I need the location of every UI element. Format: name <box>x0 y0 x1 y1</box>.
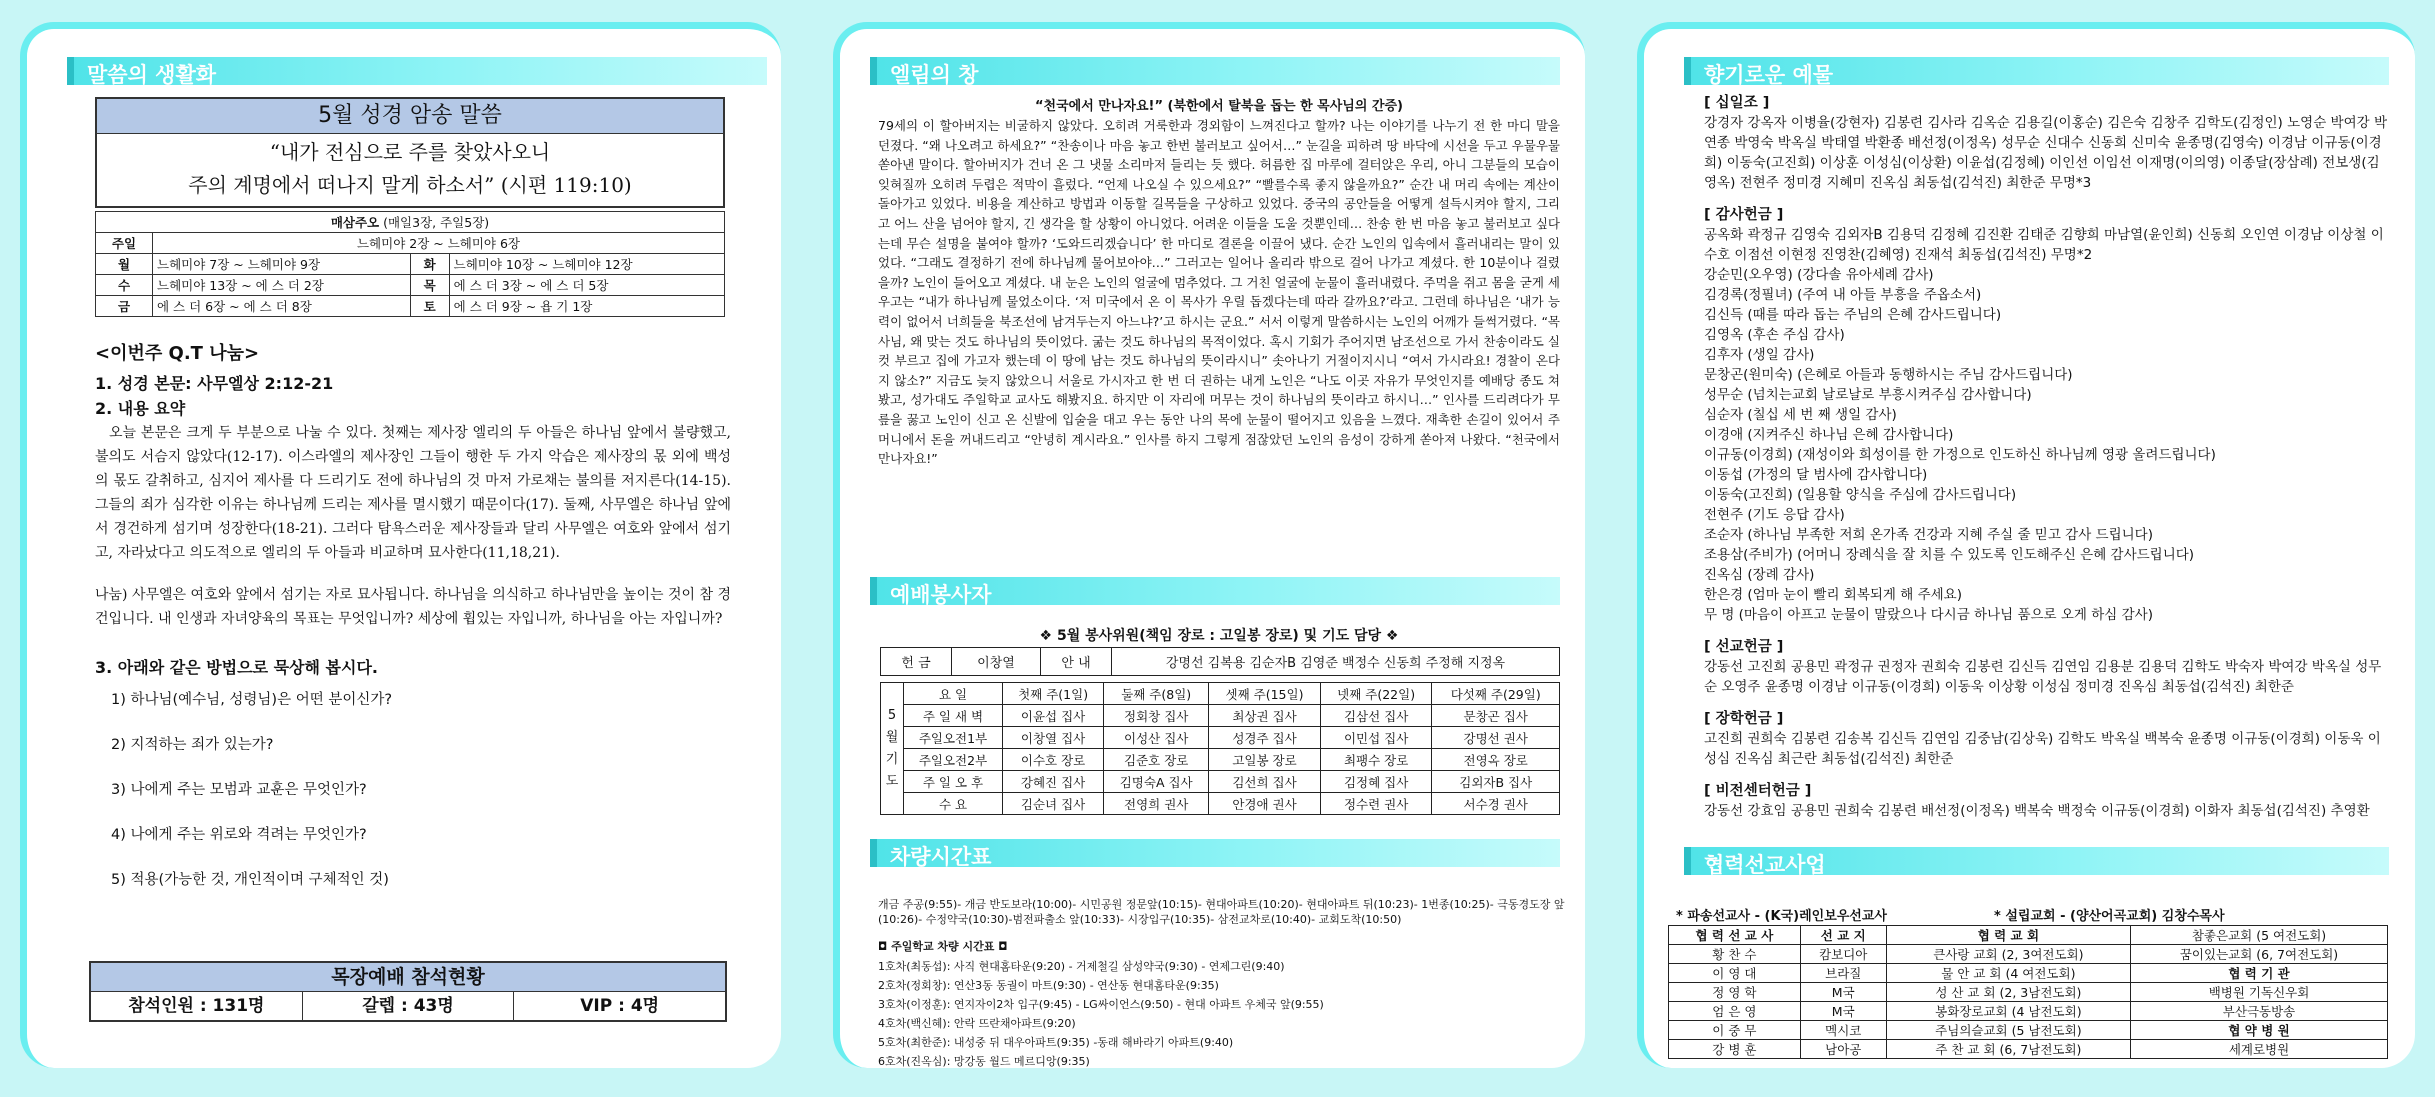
coop-cell: 캄보디아 <box>1800 945 1886 964</box>
schedule-cell: 강혜진 집사 <box>1003 771 1104 793</box>
story-title: “천국에서 만나자요!” (북한에서 탈북을 돕는 한 목사님의 간증) <box>1035 99 1403 114</box>
panel-life <box>20 22 781 1068</box>
bus-line: 1호차(최동섭): 사직 현대홈타운(9:20) - 거제철길 삼성약국(9:30) - 연제그린(9:40) <box>878 960 1285 973</box>
daily-day: 화 <box>410 254 449 275</box>
coop-cell: 물 안 교 회 (4 여전도회) <box>1886 964 2130 983</box>
bus-line: 5호차(최한준): 내성중 뒤 대우아파트(9:35) -동래 해바라기 아파트(9:40) <box>878 1036 1234 1049</box>
coop-cell: 부산극동방송 <box>2131 1002 2388 1021</box>
scholarship-title: [ 장학헌금 ] <box>1704 711 1784 727</box>
cooperation-table <box>1668 925 2388 1059</box>
daily-day: 목 <box>410 275 449 296</box>
thanks-line: 전현주 (기도 응답 감사) <box>1704 507 1845 523</box>
daily-reading-table <box>95 211 725 317</box>
section-header <box>870 577 1560 605</box>
daily-range: 에 스 더 3장 ~ 에 스 더 5장 <box>449 275 724 296</box>
coop-cell: 멕시코 <box>1800 1021 1886 1040</box>
schedule-header: 셋째 주(15일) <box>1209 683 1321 705</box>
qt-question: 3) 나에게 주는 모범과 교훈은 무엇인가? <box>111 782 367 798</box>
bus-line: 6호차(진옥심): 망강동 월드 메르디앙(9:35) <box>878 1055 1090 1068</box>
thanks-line: 공옥화 곽정규 김영숙 김외자B 김용덕 김정혜 김진환 김태준 김향희 마남열(윤인희) 신동희 오인연 이경남 이상철 이수호 이점선 이현정 진영찬(김혜영) 진재석 최동섭(김석진) 무명*2 <box>1704 227 2384 263</box>
mission-offering-names: 강동선 고진희 공용민 곽정규 권정자 권희숙 김봉련 김신득 김연임 김용분 김용덕 김학도 박숙자 박여강 박옥실 성무순 오영주 윤종명 이경남 이규동(이경희) 이동욱 이상황 이성심 정미경 진옥심 최동섭(김석진) 최한준 <box>1704 659 2382 695</box>
coop-cell: 주 찬 교 회 (6, 7남전도회) <box>1886 1040 2130 1059</box>
memory-line-2: 주의 계명에서 떠나지 말게 하소서” (시편 119:10) <box>188 173 632 197</box>
coop-cell: 큰사랑 교회 (2, 3여전도회) <box>1886 945 2130 964</box>
coop-cell: 주님의슬교회 (5 남전도회) <box>1886 1021 2130 1040</box>
attendance-vip: VIP : 4명 <box>580 996 660 1016</box>
schedule-cell: 이윤섭 집사 <box>1003 705 1104 727</box>
coop-cell: 이 중 무 <box>1669 1021 1801 1040</box>
bus-line: 3호차(이정훈): 연지자이2차 입구(9:45) - LG싸이언스(9:50) - 현대 아파트 우체국 앞(9:55) <box>878 998 1324 1011</box>
coop-header: 협 력 교 회 <box>1886 926 2130 945</box>
daily-day: 수 <box>96 275 153 296</box>
thanks-line: 진옥심 (장례 감사) <box>1704 567 1815 583</box>
daily-range: 느헤미야 13장 ~ 에 스 더 2장 <box>153 275 411 296</box>
schedule-cell: 강명선 권사 <box>1432 727 1560 749</box>
qt-question: 5) 적용(가능한 것, 개인적이며 구체적인 것) <box>111 872 389 888</box>
schedule-cell: 전영희 권사 <box>1104 793 1209 815</box>
qt-section <box>95 339 731 889</box>
schedule-cell: 김명숙A 집사 <box>1104 771 1209 793</box>
thanks-line: 무 명 (마음이 아프고 눈물이 말랐으나 다시금 하나님 품으로 오게 하심 감사) <box>1704 607 2153 623</box>
coop-cell: 참좋은교회 (5 여전도회) <box>2131 926 2388 945</box>
schedule-cell: 안경애 권사 <box>1209 793 1321 815</box>
story-box <box>878 95 1560 469</box>
coop-cell: 강 병 훈 <box>1669 1040 1801 1059</box>
usher-value: 강명선 김복용 김순자B 김영준 백정수 신동희 주정해 지정옥 <box>1112 648 1560 676</box>
daily-title: 매삼주오 <box>330 215 380 230</box>
schedule-cell: 주 일 새 벽 <box>904 705 1003 727</box>
attendance-caleb: 갈렙 : 43명 <box>303 992 515 1020</box>
offering-label: 헌 금 <box>881 648 952 676</box>
qt-question: 1) 하나님(예수님, 성령님)은 어떤 분이신가? <box>111 692 393 708</box>
schedule-cell: 문창곤 집사 <box>1432 705 1560 727</box>
schedule-header: 넷째 주(22일) <box>1320 683 1432 705</box>
panel-elim <box>833 22 1585 1068</box>
daily-day: 주일 <box>96 233 153 254</box>
section-title: 말씀의 생활화 <box>87 63 217 87</box>
schedule-header: 요 일 <box>904 683 1003 705</box>
thanks-title: [ 감사헌금 ] <box>1704 207 1784 223</box>
coop-cell: 봉화장로교회 (4 남전도회) <box>1886 1002 2130 1021</box>
schedule-cell: 주일오전2부 <box>904 749 1003 771</box>
section-header <box>870 57 1560 85</box>
schedule-cell: 서수경 권사 <box>1432 793 1560 815</box>
schedule-cell: 최상권 집사 <box>1209 705 1321 727</box>
thanks-line: 한은경 (엄마 눈이 빨리 회복되게 해 주세요) <box>1704 587 1962 603</box>
memory-verse-box <box>95 97 725 208</box>
qt-summary-heading: 2. 내용 요약 <box>95 399 186 418</box>
bus-line: 2호차(정회창): 연산3동 동궐이 마트(9:30) - 연산동 현대홈타운(9:35) <box>878 979 1219 992</box>
coop-cell: 성 산 교 회 (2, 3남전도회) <box>1886 983 2130 1002</box>
section-header <box>870 839 1560 867</box>
schedule-side-label: 5월기도 <box>885 707 899 789</box>
mission-label: * 파송선교사 - (K국)레인보우선교사 <box>1676 909 1887 924</box>
thanks-line: 조용삼(주비가) (어머니 장례식을 잘 치를 수 있도록 인도해주신 은혜 감사드립니다) <box>1704 547 2195 563</box>
section-title: 차량시간표 <box>890 845 992 869</box>
schedule-cell: 김선희 집사 <box>1209 771 1321 793</box>
offering-table <box>880 647 1560 676</box>
section-title: 예배봉사자 <box>890 583 992 607</box>
memory-line-1: “내가 전심으로 주를 찾았사오니 <box>269 140 551 164</box>
schedule-cell: 이민섭 집사 <box>1320 727 1432 749</box>
church-label: * 설립교회 - (양산어곡교회) 김창수목사 <box>1994 909 2225 924</box>
vision-title: [ 비전센터헌금 ] <box>1704 783 1812 799</box>
thanks-line: 이동섭 (가정의 달 범사에 감사합니다) <box>1704 467 1928 483</box>
coop-cell: 남아공 <box>1800 1040 1886 1059</box>
section-title: 협력선교사업 <box>1704 853 1826 877</box>
qt-question: 4) 나에게 주는 위로와 격려는 무엇인가? <box>111 827 367 843</box>
thanks-line: 성무순 (넘치는교회 날로날로 부흥시켜주심 감사합니다) <box>1704 387 2032 403</box>
thanks-line: 강순민(오우영) (강다솔 유아세례 감사) <box>1704 267 1934 283</box>
tithe-names: 강경자 강옥자 이병율(강현자) 김봉련 김사라 김옥순 김용길(이홍순) 김은숙 김창주 김학도(김정인) 노영순 박여강 박연종 박영숙 박옥실 박태열 박환종 배선정(이정옥) 성무순 신대수 신동희 신미숙 윤종명(김영숙) 이경남 이규동(이경희) 이동숙(고진희) 이상훈 이성심(이상환) 이윤섭(김정혜) 이인선 이임선 이재명(이의영) 이종달(장삼례) 전보생(김영옥) 전현주 정미경 지혜미 진옥심 최동섭(김석진) 최한준 무명*3 <box>1704 115 2387 191</box>
schedule-cell: 정수련 권사 <box>1320 793 1432 815</box>
usher-label: 안 내 <box>1041 648 1112 676</box>
daily-range: 에 스 더 6장 ~ 에 스 더 8장 <box>153 296 411 317</box>
service-title: ❖ 5월 봉사위원(책임 장로 : 고일봉 장로) 및 기도 담당 ❖ <box>1039 628 1399 644</box>
thanks-line: 문창곤(원미숙) (은혜로 아들과 동행하시는 주님 감사드립니다) <box>1704 367 2073 383</box>
coop-cell: M국 <box>1800 1002 1886 1021</box>
coop-cell: 황 찬 수 <box>1669 945 1801 964</box>
schedule-cell: 이창열 집사 <box>1003 727 1104 749</box>
thanks-line: 이경애 (지켜주신 하나님 은혜 감사합니다) <box>1704 427 1954 443</box>
thanks-line: 김후자 (생일 감사) <box>1704 347 1815 363</box>
schedule-cell: 김순녀 집사 <box>1003 793 1104 815</box>
coop-cell: M국 <box>1800 983 1886 1002</box>
panel-offerings <box>1637 22 2415 1068</box>
schedule-cell: 고일봉 장로 <box>1209 749 1321 771</box>
bus-line: 4호차(백신혜): 안락 뜨란채아파트(9:20) <box>878 1017 1076 1030</box>
section-header <box>1684 57 2389 85</box>
daily-range: 느헤미야 7장 ~ 느헤미야 9장 <box>153 254 411 275</box>
coop-cell: 협 약 병 원 <box>2131 1021 2388 1040</box>
vision-names: 강동선 강효임 공용민 권희숙 김봉련 배선정(이정옥) 백복숙 백정숙 이규동(이경희) 이화자 최동섭(김석진) 추영환 <box>1704 803 2370 819</box>
coop-cell: 엄 은 영 <box>1669 1002 1801 1021</box>
schedule-cell: 최팽수 장로 <box>1320 749 1432 771</box>
schedule-cell: 수 요 <box>904 793 1003 815</box>
coop-cell: 브라질 <box>1800 964 1886 983</box>
attendance-total: 참석인원 : 131명 <box>91 992 303 1020</box>
qt-heading: <이번주 Q.T 나눔> <box>95 343 260 364</box>
schedule-cell: 김외자B 집사 <box>1432 771 1560 793</box>
daily-title-note: (매일3장, 주일5장) <box>383 215 490 230</box>
thanks-line: 김신득 (때를 따라 돕는 주님의 은혜 감사드립니다) <box>1704 307 2002 323</box>
thanks-line: 이규동(이경희) (재성이와 희성이를 한 가정으로 인도하신 하나님께 영광 올려드립니다) <box>1704 447 2216 463</box>
qt-sharing: 나눔) 사무엘은 여호와 앞에서 섬기는 자로 묘사됩니다. 하나님을 의식하고 하나님만을 높이는 것이 참 경건입니다. 내 인생과 자녀양육의 목표는 무엇입니까? 세상에 휩있는 자입니까, 하나님을 아는 자입니까? <box>95 587 731 627</box>
coop-cell: 꿈이있는교회 (6, 7여전도회) <box>2131 945 2388 964</box>
coop-header: 협 력 선 교 사 <box>1669 926 1801 945</box>
schedule-cell: 이수호 장로 <box>1003 749 1104 771</box>
coop-cell: 협 력 기 관 <box>2131 964 2388 983</box>
schedule-table <box>880 682 1560 815</box>
thanks-line: 김경록(정필녀) (주여 내 아들 부흥을 주옵소서) <box>1704 287 1982 303</box>
section-header <box>67 57 767 85</box>
daily-day: 월 <box>96 254 153 275</box>
qt-passage: 1. 성경 본문: 사무엘상 2:12-21 <box>95 374 334 393</box>
offering-value: 이창열 <box>952 648 1041 676</box>
schedule-cell: 이성산 집사 <box>1104 727 1209 749</box>
daily-range: 에 스 더 9장 ~ 욥 기 1장 <box>449 296 724 317</box>
schedule-cell: 정회창 집사 <box>1104 705 1209 727</box>
qt-meditate-heading: 3. 아래와 같은 방법으로 묵상해 봅시다. <box>95 658 378 677</box>
qt-summary: 오늘 본문은 크게 두 부분으로 나눌 수 있다. 첫째는 제사장 엘리의 두 아들은 하나님 앞에서 불량했고, 불의도 서슴지 않았다(12-17). 이스라엘의 제사장인 그들이 행한 두 가지 악습은 제사장의 몫 외에 백성의 몫도 갈취하고, 심지어 제사를 다 드리기도 전에 하나님의 것 마저 가로채는 불의를 저지른다(14-15). 그들의 죄가 심각한 이유는 하나님께 드리는 제사를 멸시했기 때문이다(17). 둘째, 사무엘은 하나님 앞에서 경건하게 섬기며 성장한다(18-21). 그러다 탐욕스러운 제사장들과 달리 사무엘은 여호와 앞에서 섬기고, 자라났다고 의도적으로 엘리의 두 아들과 비교하며 묘사한다(11,18,21). <box>95 425 731 561</box>
daily-day: 토 <box>410 296 449 317</box>
memory-title: 5월 성경 암송 말씀 <box>97 99 723 134</box>
schedule-cell: 전영옥 장로 <box>1432 749 1560 771</box>
attendance-box <box>89 961 727 1022</box>
section-header <box>1684 847 2389 875</box>
scholarship-names: 고진희 권희숙 김봉련 김송복 김신득 김연임 김중남(김상욱) 김학도 박옥실 백복숙 윤종명 이규동(이경희) 이동욱 이성심 진옥심 최근란 최동섭(김석진) 최한준 <box>1704 731 2381 767</box>
thanks-line: 김영옥 (후손 주심 감사) <box>1704 327 1845 343</box>
daily-range: 느헤미야 2장 ~ 느헤미야 6장 <box>153 233 725 254</box>
daily-day: 금 <box>96 296 153 317</box>
coop-cell: 이 영 대 <box>1669 964 1801 983</box>
bus-schedule <box>878 897 1568 1068</box>
thanks-line: 조순자 (하나님 부족한 저희 온가족 건강과 지혜 주실 줄 믿고 감사 드립니다) <box>1704 527 2153 543</box>
schedule-cell: 김삼선 집사 <box>1320 705 1432 727</box>
schedule-cell: 주 일 오 후 <box>904 771 1003 793</box>
thanks-line: 심순자 (칠십 세 번 째 생일 감사) <box>1704 407 1897 423</box>
bus-route-adult: 개금 주공(9:55)- 개금 반도보라(10:00)- 시민공원 정문앞(10:15)- 현대아파트(10:20)- 현대아파트 뒤(10:23)- 1번종(10:25)- 극동경도장 앞(10:26)- 수정약국(10:30)-범전파출소 앞(10:33)- 시장입구(10:35)- 삼전교차로(10:40)- 교회도착(10:50) <box>878 898 1565 926</box>
thanks-line: 이동숙(고진희) (일용할 양식을 주심에 감사드립니다) <box>1704 487 2017 503</box>
schedule-cell: 김준호 장로 <box>1104 749 1209 771</box>
section-title: 엘림의 창 <box>890 63 979 87</box>
coop-cell: 세계로병원 <box>2131 1040 2388 1059</box>
schedule-header: 둘째 주(8일) <box>1104 683 1209 705</box>
tithe-title: [ 십일조 ] <box>1704 95 1770 111</box>
coop-cell: 정 영 학 <box>1669 983 1801 1002</box>
schedule-header: 첫째 주(1일) <box>1003 683 1104 705</box>
schedule-header: 다섯째 주(29일) <box>1432 683 1560 705</box>
attendance-title: 목장예배 참석현황 <box>91 963 725 992</box>
bus-school-heading: ◘ 주일학교 차량 시간표 ◘ <box>878 940 1008 953</box>
coop-header: 선 교 지 <box>1800 926 1886 945</box>
coop-cell: 백병원 기독신우회 <box>2131 983 2388 1002</box>
qt-question: 2) 지적하는 죄가 있는가? <box>111 737 274 753</box>
section-title: 향기로운 예물 <box>1704 63 1834 87</box>
mission-offering-title: [ 선교헌금 ] <box>1704 639 1784 655</box>
schedule-cell: 성경주 집사 <box>1209 727 1321 749</box>
daily-range: 느헤미야 10장 ~ 느헤미야 12장 <box>449 254 724 275</box>
offering-lists <box>1704 93 2392 821</box>
schedule-cell: 주일오전1부 <box>904 727 1003 749</box>
schedule-cell: 김정혜 집사 <box>1320 771 1432 793</box>
story-text: 79세의 이 할아버지는 비굴하지 않았다. 오히려 거룩한과 경외함이 느껴진다고 할까? 나는 이야기를 나누기 전 한 마디 말을 던졌다. “왜 나오려고 하세요?” “찬송이나 마음 놓고 한번 불러보고 싶어서…” 눈길을 피하려 땅 바닥에 시선을 두고 우물우물 쏟아낸 말이다. 할아버지가 건너 온 그 냇물 소리마저 들리는 듯 했다. 허름한 집 마루에 걸터앉은 우리, 아니 그분들의 모습이 잊혀질까 오히려 두렵은 적막이 흘렀다. “언제 나오실 수 있으세요?” “빨를수록 좋지 않을까요?” 순간 내 머리 속에는 계산이 돌아가고 있었다. 비용을 계산하고 방법과 이동할 길목들을 구상하고 있었다. 중국의 공안들을 어떻게 설득시켜야 할지, 그리고 어느 산을 넘어야 할지, 긴 생각을 할 상황이 아니었다. 어려운 이들을 도울 것뿐인데… 찬송 한 번 마음 놓고 불러보고 싶다는데 무슨 설명을 붙여야 할까? ‘도와드리겠습니다’ 한 마디로 결론을 이끌어 냈다. 순간 노인의 입속에서 흘러내리는 말이 있었다. “그래도 결정하기 전에 하나님께 물어보아야…” 그러고는 일어나 올리라 밖으로 걸어 나가고 계셨다. 한 10분이나 걸렸을까? 노인이 들어오고 계셨다. 내 눈은 노인의 얼굴에 멈추었다. 그 거친 얼굴에 눈물이 흘러내렸다. 주먹을 쥐고 몸을 굳게 세우고는 “내가 하나님께 물었소이다. ‘저 미국에서 온 이 목사가 우릴 돕겠다는데 따라 갈까요?’라고. 그런데 하나님은 ‘내가 능력이 없어서 너희들을 북조선에 남겨두는지 아느냐?’고 하시는 군요.” 서서 이렇게 말씀하시는 노인의 어깨가 들썩거렸다. “목사님, 왜 맞는 것도 하나님의 뜻이었다. 굶는 것도 하나님의 목적이었다. 혹시 기회가 주어지면 남조선으로 가서 찬송이라도 실컷 부르고 집에 가고자 했는데 이 땅에 남는 것도 하나님의 뜻이라시니” 솟아나기 거절이지시니 “여서 가시라요! 경찰이 온다지 않소?” 지금도 늦지 않았으니 서울로 가시자고 한 번 더 권하는 내게 노인은 “나도 이곳 자유가 무엇인지를 예배당 종도 쳐봤고, 성가대도 주일학교 교사도 해봤지요. 하지만 이 자리에 머무는 것이 하나님의 뜻이라고 하시니…” 인사를 드리려다가 무릎을 꿇고 노인이 신고 온 신발에 입술을 대고 우는 동안 나의 목에 눈물이 떨어지고 있음을 느꼈다. 재촉한 손길이 있어서 주머니에서 돈을 꺼내드리고 “안녕히 계시라요.” 인사를 하지 그렇게 점잖았던 노인의 음성이 강하게 쏟아져 나왔다. “천국에서 만나자요!” <box>878 118 1560 467</box>
